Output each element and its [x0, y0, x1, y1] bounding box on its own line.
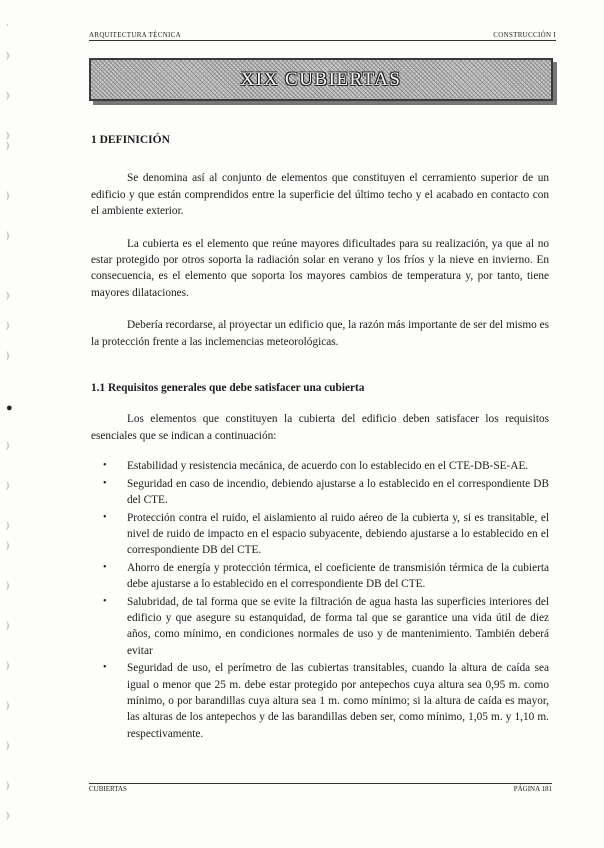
running-footer: [89, 783, 552, 793]
binder-hole-mark: ): [6, 50, 9, 60]
binder-hole-mark: ): [6, 780, 9, 790]
binder-hole-mark: ): [6, 580, 9, 590]
list-item-text: Ahorro de energía y protección térmica, el coeficiente de transmisión térmica de la cubierta debe ajustarse a lo establecido en el correspondiente DB del CTE.: [127, 561, 549, 591]
chapter-title: XIX CUBIERTAS: [240, 68, 402, 90]
paragraph: Se denomina así al conjunto de elementos que constituyen el cerramiento superior de un edificio y que están comprendidos entre la superficie del último techo y el acabado en contacto con el ambiente exterior.: [91, 172, 549, 218]
chapter-banner: [89, 58, 553, 101]
bullet-icon: •: [103, 460, 107, 472]
header-right-text: CONSTRUCCIÓN I: [493, 31, 556, 39]
running-header: [89, 31, 556, 41]
bullet-icon: •: [103, 595, 107, 607]
list-item: [103, 560, 549, 593]
binder-hole-mark: ): [6, 480, 9, 490]
list-item: [103, 594, 549, 660]
binder-hole-mark: ): [6, 90, 9, 100]
paragraph: Los elementos que constituyen la cubierta del edificio deben satisfacer los requisitos esenciales que se indican a continuación:: [91, 413, 549, 442]
bullet-icon: •: [103, 511, 107, 523]
binder-hole-mark: ): [6, 190, 9, 200]
binder-hole-mark: ): [6, 290, 9, 300]
binder-hole-mark: ): [6, 700, 9, 710]
binder-hole-mark: ): [6, 660, 9, 670]
list-item: [103, 510, 549, 559]
page-number: PÁGINA 181: [513, 785, 552, 793]
footer-left-text: CUBIERTAS: [89, 785, 127, 793]
list-item-text: Salubridad, de tal forma que se evite la filtración de agua hasta las superficies interiores del edificio y que asegure su estanquidad, de forma tal que se garantice una vida útil de diez años, como mínimo, en condiciones normales de uso y de mantenimiento. También deberá evitar: [127, 595, 549, 657]
list-item: [103, 660, 549, 742]
list-item: [103, 458, 549, 474]
binder-hole-mark: ): [6, 540, 9, 550]
binder-hole-mark: ): [6, 520, 9, 530]
list-item-text: Seguridad de uso, el perímetro de las cubiertas transitables, cuando la altura de caída sea igual o menor que 25 m. debe estar protegido por antepechos cuya altura sea 0,95 m. como mínimo, o por barandillas cuya altura sea 1 m. como mínimo; si la altura de caída es mayor, las alturas de los antepechos y de las barandillas deben ser, como mínimo, 1,05 m. y 1,10 m. respectivamente.: [127, 662, 549, 740]
bullet-icon: •: [103, 477, 107, 489]
binder-hole-mark: ): [6, 740, 9, 750]
requirements-list: [91, 458, 549, 742]
binder-hole-mark: ): [6, 350, 9, 360]
binder-hole-mark: ): [6, 810, 9, 820]
list-item: [103, 476, 549, 509]
binder-hole-mark: ): [6, 230, 9, 240]
subsection-heading-requisitos: 1.1 Requisitos generales que debe satisfacer una cubierta: [91, 382, 365, 395]
paragraph: Debería recordarse, al proyectar un edificio que, la razón más importante de ser del mismo es la protección frente a las inclemencias meteorológicas.: [91, 319, 549, 348]
page-body: [91, 132, 549, 743]
list-item-text: Estabilidad y resistencia mecánica, de acuerdo con lo establecido en el CTE-DB-SE-AE.: [127, 460, 529, 473]
binder-hole-mark: ): [6, 130, 9, 140]
binder-hole-mark: ): [6, 140, 9, 150]
list-item-text: Protección contra el ruido, el aislamiento al ruido aéreo de la cubierta y, si es transitable, el nivel de ruido de impacto en el espacio subyacente, debiendo ajustarse a lo establecido en el correspondiente DB del CTE.: [127, 511, 549, 557]
binder-hole-mark: ●: [6, 402, 13, 414]
binder-hole-mark: ): [6, 620, 9, 630]
header-left-text: ARQUITECTURA TÉCNICA: [89, 31, 182, 39]
bullet-icon: •: [103, 662, 107, 674]
binder-hole-mark: ): [6, 440, 9, 450]
list-item-text: Seguridad en caso de incendio, debiendo ajustarse a lo establecido en el correspondiente DB del CTE.: [127, 477, 549, 507]
section-heading-definicion: 1 DEFINICIÓN: [91, 134, 170, 146]
paragraph: La cubierta es el elemento que reúne mayores dificultades para su realización, ya que al no estar protegido por otros soporta la radiación solar en verano y los fríos y la nieve en invierno. En consecuencia, es el elemento que soporta los mayores cambios de temperatura y, por tanto, tiene mayores dilataciones.: [91, 237, 549, 299]
binder-hole-mark: ): [6, 320, 9, 330]
binder-hole-mark: ·: [6, 20, 9, 30]
bullet-icon: •: [103, 561, 107, 573]
